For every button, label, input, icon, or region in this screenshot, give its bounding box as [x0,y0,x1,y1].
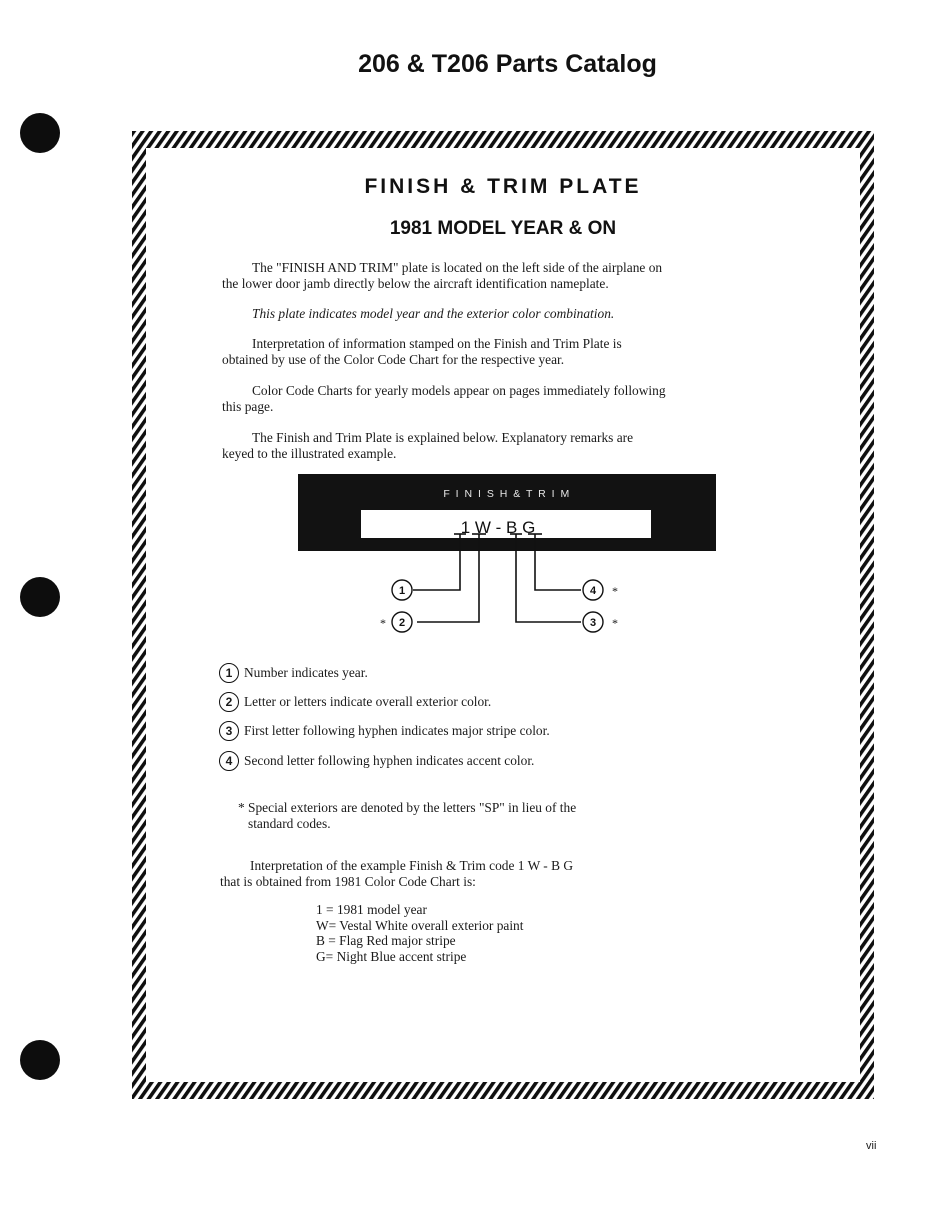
paragraph-location [222,260,802,291]
legend-item-4 [219,749,534,773]
paragraph-line: Color Code Charts for yearly models appear on pages immediately following [252,383,666,398]
legend-number-2: 2 [219,692,239,712]
example-interpretation [220,858,780,889]
finish-trim-plate-diagram [290,470,730,640]
paragraph-line: this page. [222,398,274,414]
legend-text-4: Second letter following hyphen indicates accent color. [244,753,535,768]
callout-label-2: 2 [398,617,406,629]
plate-header-text: F I N I S H & T R I M [443,488,571,500]
asterisk-3: * [612,616,618,630]
example-line: Interpretation of the example Finish & Trim code 1 W - B G [250,858,574,873]
paragraph-line: The "FINISH AND TRIM" plate is located on the left side of the airplane on [252,260,663,275]
paragraph-color-charts [222,383,802,414]
footnote-special-exteriors [238,800,758,831]
paragraph-explained [222,430,802,461]
plate-code-text: 1 W - B G [460,518,536,537]
code-line-exterior: W= Vestal White overall exterior paint [316,917,524,933]
binder-hole-middle [20,577,60,617]
code-line-accent: G= Night Blue accent stripe [316,948,467,964]
paragraph-line: Interpretation of information stamped on the Finish and Trim Plate is [252,336,622,351]
legend-text-2: Letter or letters indicate overall exterior color. [244,694,492,709]
legend-number-3: 3 [219,721,239,741]
legend-number-4: 4 [219,751,239,771]
plate-title: FINISH & TRIM PLATE [364,175,642,198]
asterisk-2: * [380,616,386,630]
paragraph-line: This plate indicates model year and the exterior color combination. [252,306,615,321]
paragraph-indicates [222,306,802,322]
binder-hole-bottom [20,1040,60,1080]
legend-text-1: Number indicates year. [244,665,368,680]
callout-label-1: 1 [398,585,406,597]
paragraph-line: obtained by use of the Color Code Chart for the respective year. [222,351,565,367]
callout-label-4: 4 [589,585,597,597]
paragraph-line: The Finish and Trim Plate is explained below. Explanatory remarks are [252,430,634,445]
callout-label-3: 3 [589,617,597,629]
legend-item-3 [219,719,550,743]
legend-item-1 [219,661,368,685]
legend-text-3: First letter following hyphen indicates major stripe color. [244,723,550,738]
plate-subtitle: 1981 MODEL YEAR & ON [389,218,617,239]
paragraph-line: keyed to the illustrated example. [222,445,397,461]
footnote-line: * Special exteriors are denoted by the letters "SP" in lieu of the [238,800,577,815]
page-number: vii [866,1140,877,1152]
code-line-stripe: B = Flag Red major stripe [316,933,456,948]
asterisk-4: * [612,584,618,598]
example-line: that is obtained from 1981 Color Code Chart is: [220,873,476,889]
code-line-year: 1 = 1981 model year [316,902,427,917]
footnote-line: standard codes. [248,815,331,831]
paragraph-interpretation [222,336,802,367]
example-code-list [316,902,523,964]
paragraph-line: the lower door jamb directly below the aircraft identification nameplate. [222,275,609,291]
legend-number-1: 1 [219,663,239,683]
binder-hole-top [20,113,60,153]
legend-item-2 [219,690,491,714]
catalog-title: 206 & T206 Parts Catalog [358,50,657,78]
